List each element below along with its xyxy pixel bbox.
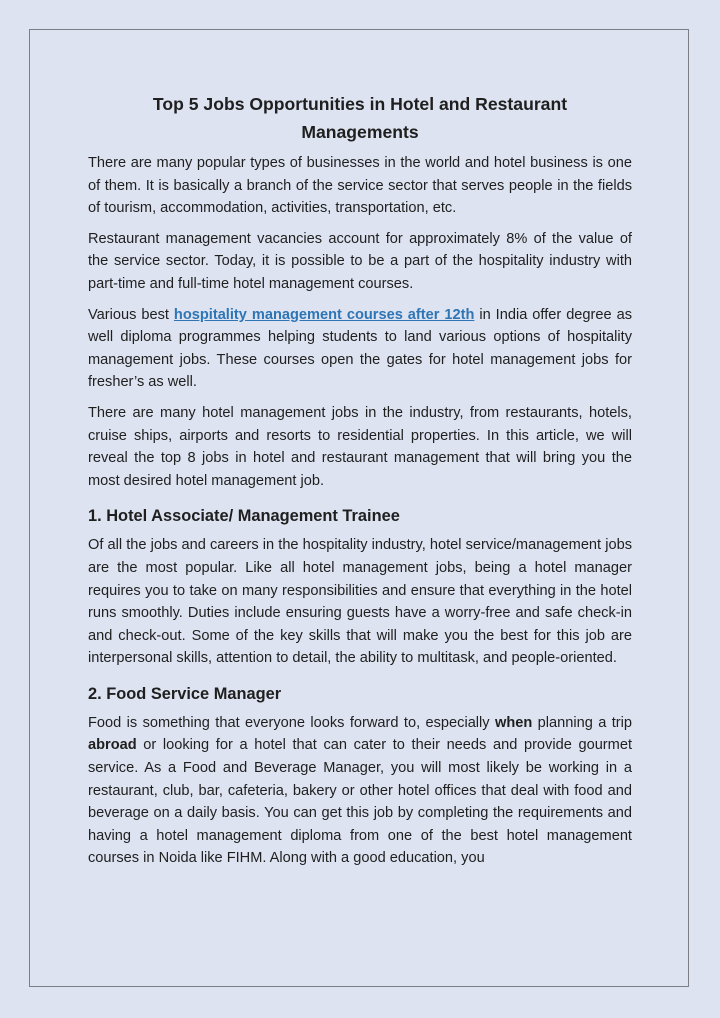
section-2-bold-abroad: abroad [88, 737, 137, 754]
section-2-heading: 2. Food Service Manager [88, 684, 282, 703]
hospitality-courses-link[interactable]: hospitality management courses after 12th [173, 306, 475, 323]
intro-paragraph-2: Restaurant management vacancies account for approximately 8% of the value of the service sector. Today, it is possible to be a part of the hospitality industry with part-time and full-time hotel management courses. [88, 230, 632, 292]
document-content [88, 90, 632, 878]
section-1-heading: 1. Hotel Associate/ Management Trainee [88, 507, 400, 526]
intro-paragraph-1: There are many popular types of businesses in the world and hotel business is one of them. It is basically a branch of the service sector that serves people in the fields of tourism, accommodation, activities, transportation, etc. [88, 155, 632, 217]
section-2-body-part-b: planning a trip [532, 714, 632, 731]
section-2-body-part-a: Food is something that everyone looks forward to, especially [88, 714, 495, 731]
section-2-bold-when: when [494, 714, 533, 731]
intro-paragraph-3-end: in India offer degree as well diploma programmes helping students to land various options of hospitality management jobs. These courses open the gates for hotel management jobs for fresher’s as well. [88, 306, 633, 391]
page-title-line-2: Managements [301, 122, 419, 142]
section-1-body: Of all the jobs and careers in the hospitality industry, hotel service/management jobs are the most popular. Like all hotel management jobs, being a hotel manager requires you to take on many responsibilities and ensure that everything in the hotel runs smoothly. Duties include ensuring guests have a worry-free and safe check-in and check-out. Some of the key skills that will make you the best for this job are interpersonal skills, attention to detail, the ability to multitask, and people-oriented. [88, 537, 632, 667]
page-title [88, 90, 632, 146]
document-page [29, 29, 689, 987]
intro-paragraph-3 [88, 304, 632, 394]
intro-paragraph-3-start: Various best [88, 306, 174, 323]
intro-paragraph-4: There are many hotel management jobs in the industry, from restaurants, hotels, cruise ships, airports and resorts to residential properties. In this article, we will reveal the top 8 jobs in hotel and restaurant management that will bring you the most desired hotel management job. [88, 404, 632, 489]
section-2-body [88, 712, 632, 870]
page-title-line-1: Top 5 Jobs Opportunities in Hotel and Restaurant [152, 94, 568, 114]
section-2-body-part-c: or looking for a hotel that can cater to their needs and provide gourmet service. As a Food and Beverage Manager, you will most likely be working in a restaurant, club, bar, cafeteria, bakery or other hotel offices that deal with food and beverage on a daily basis. You can get this job by completing the requirements and having a hotel management diploma from one of the best hotel management courses in Noida like FIHM. Along with a good education, you [88, 737, 632, 867]
